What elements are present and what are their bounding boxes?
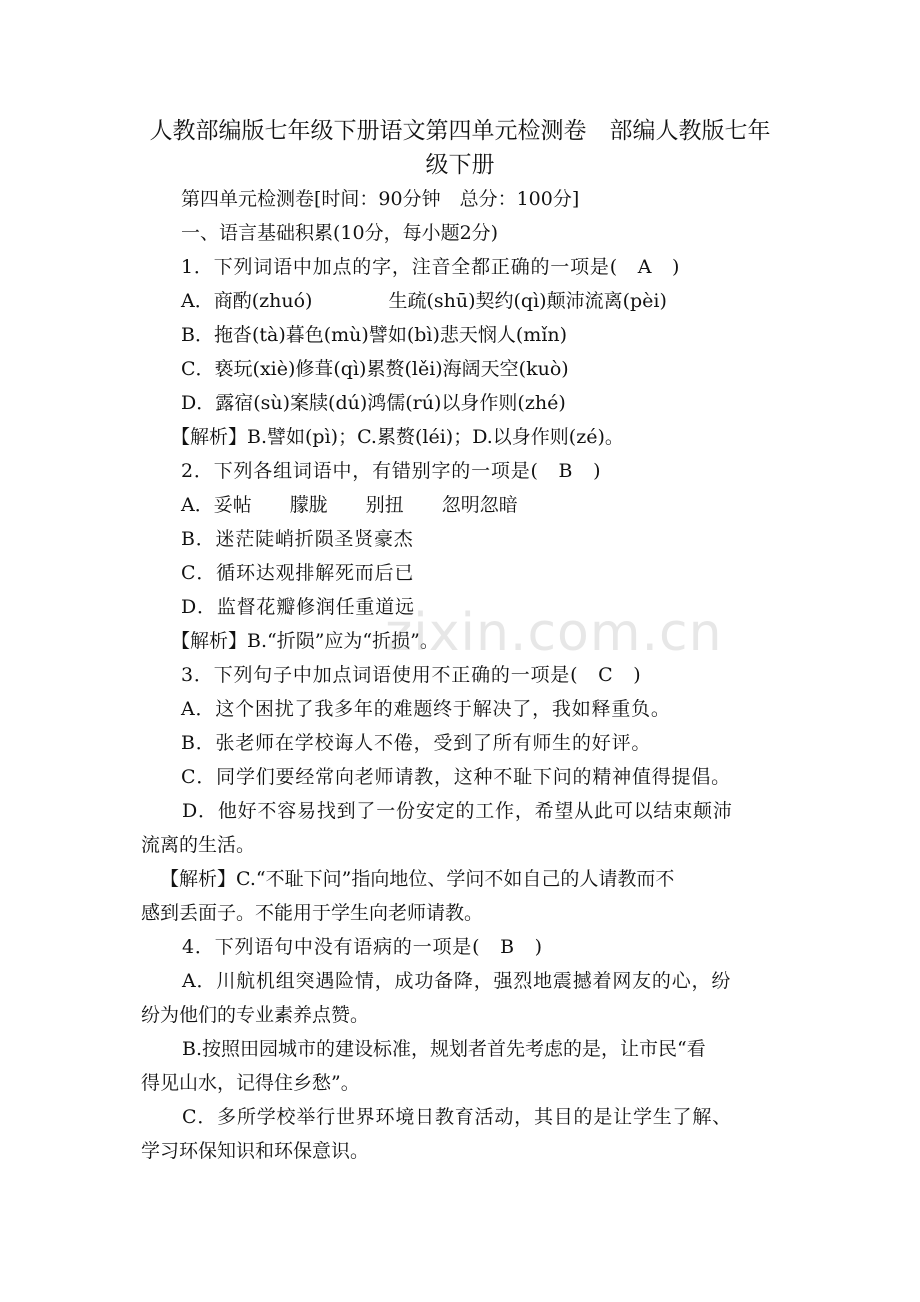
- question-2-option-d: D．监督花瓣修润任重道远: [181, 596, 415, 618]
- question-1-option-a: A．商酌(zhuó) 生疏(shū)契约(qì)颠沛流离(pèi): [181, 290, 667, 312]
- question-3-option-d-cont: 流离的生活。: [141, 834, 256, 856]
- question-3-option-b: B．张老师在学校诲人不倦，受到了所有师生的好评。: [181, 732, 652, 754]
- question-3-analysis-cont: 感到丢面子。不能用于学生向老师请教。: [141, 902, 484, 924]
- question-3-analysis: 【解析】C.“不耻下问”指向地位、学问不如自己的人请教而不: [160, 868, 675, 890]
- question-2-option-c: C．循环达观排解死而后已: [181, 562, 415, 584]
- question-4-option-b: B.按照田园城市的建设标准，规划者首先考虑的是，让市民“看: [182, 1038, 706, 1060]
- question-2-option-a: A．妥帖 朦胧 别扭 忽明忽暗: [181, 494, 518, 516]
- question-4-option-c-cont: 学习环保知识和环保意识。: [141, 1140, 370, 1162]
- question-2-analysis: 【解析】B.“折陨”应为“折损”。: [171, 630, 439, 652]
- page-title: 人教部编版七年级下册语文第四单元检测卷 部编人教版七年级下册: [149, 118, 771, 178]
- question-2-option-b: B．迷茫陡峭折陨圣贤豪杰: [181, 528, 414, 550]
- question-4-option-c: C．多所学校举行世界环境日教育活动，其目的是让学生了解、: [182, 1106, 732, 1128]
- exam-header: 第四单元检测卷[时间：90分钟 总分：100分]: [181, 188, 580, 210]
- question-1-analysis: 【解析】B.譬如(pì)；C.累赘(léi)；D.以身作则(zé)。: [171, 426, 624, 448]
- question-3-stem: 3．下列句子中加点词语使用不正确的一项是( C ): [181, 664, 642, 686]
- question-1-stem: 1．下列词语中加点的字，注音全都正确的一项是( A ): [181, 256, 681, 278]
- watermark: zixin.com.cn: [385, 603, 723, 663]
- question-4-stem: 4．下列语句中没有语病的一项是( B ): [182, 936, 543, 958]
- question-3-option-c: C．同学们要经常向老师请教，这种不耻下问的精神值得提倡。: [181, 766, 731, 788]
- question-4-option-b-cont: 得见山水，记得住乡愁”。: [141, 1072, 360, 1094]
- section-heading: 一、语言基础积累(10分，每小题2分): [181, 222, 499, 244]
- question-4-option-a-cont: 纷为他们的专业素养点赞。: [141, 1004, 370, 1026]
- question-3-option-d: D．他好不容易找到了一份安定的工作，希望从此可以结束颠沛: [182, 800, 733, 822]
- question-4-option-a: A．川航机组突遇险情，成功备降，强烈地震撼着网友的心，纷: [182, 970, 732, 992]
- question-3-option-a: A．这个困扰了我多年的难题终于解决了，我如释重负。: [181, 698, 671, 720]
- question-2-stem: 2．下列各组词语中，有错别字的一项是( B ): [181, 460, 602, 482]
- question-1-option-d: D．露宿(sù)案牍(dú)鸿儒(rú)以身作则(zhé): [181, 392, 566, 414]
- question-1-option-c: C．亵玩(xiè)修葺(qì)累赘(lěi)海阔天空(kuò): [181, 358, 569, 380]
- question-1-option-b: B．拖沓(tà)暮色(mù)譬如(bì)悲天悯人(mǐn): [181, 324, 568, 346]
